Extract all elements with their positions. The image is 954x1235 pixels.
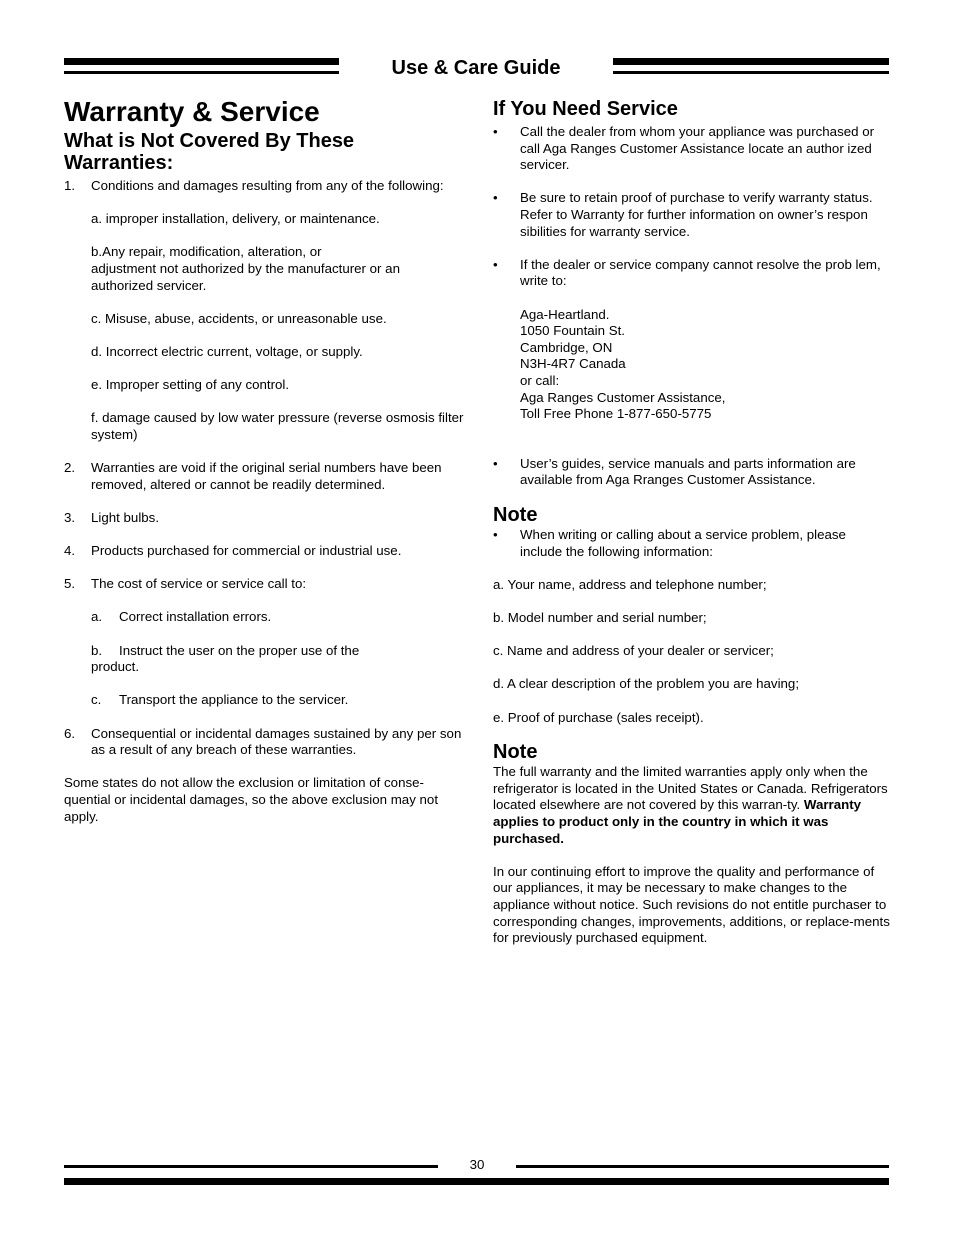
list-item [493, 456, 891, 489]
footer-rule-thick [64, 1178, 889, 1185]
header-title: Use & Care Guide [391, 57, 561, 79]
item-text: Products purchased for commercial or industrial use. [91, 543, 402, 559]
sub-item: d. Incorrect electric current, voltage, or supply. [91, 343, 363, 359]
mailing-address [493, 307, 891, 423]
sub-item: f. damage caused by low water pressure (reverse osmosis filter system) [91, 410, 464, 442]
item-number: 1. [64, 178, 76, 193]
sub-item: e. Improper setting of any control. [91, 377, 290, 393]
sub-item-continuation: product. [91, 659, 140, 675]
bullet-mark: • [493, 256, 498, 272]
bullet-mark: • [493, 190, 498, 206]
address-line: Aga Ranges Customer Assistance, [520, 389, 726, 405]
bullet-text: User’s guides, service manuals and parts information are available from Aga Rranges Customer Assistance. [520, 455, 856, 488]
item-number: 5. [64, 576, 76, 592]
sub-item-letter: a. [91, 609, 103, 625]
list-item [493, 190, 891, 240]
phone-number: Toll Free Phone 1-877-650-5775 [520, 406, 712, 422]
info-item: a. Your name, address and telephone number; [493, 576, 767, 592]
page-title: Warranty & Service [64, 96, 320, 127]
if-you-need-service-heading: If You Need Service [493, 98, 678, 120]
sub-item [64, 609, 464, 626]
info-item: b. Model number and serial number; [493, 610, 707, 626]
note-heading: Note [493, 504, 538, 527]
header-rule-left-thick [64, 58, 339, 65]
item-number: 4. [64, 543, 76, 559]
sub-item-letter: c. [91, 692, 102, 708]
info-item: e. Proof of purchase (sales receipt). [493, 709, 704, 725]
bullet-text: If the dealer or service company cannot resolve the prob lem, write to: [520, 256, 881, 289]
list-item [64, 460, 464, 493]
warranty-country-statement: Warranty applies to product only in the country in which it was purchased. [493, 797, 862, 846]
bullet-text: Be sure to retain proof of purchase to verify warranty status. Refer to Warranty for further information on owner’s respon sibilities for warranty service. [520, 190, 873, 239]
sub-item-text: Instruct the user on the proper use of the [119, 642, 360, 658]
info-item: d. A clear description of the problem you are having; [493, 676, 800, 692]
list-item [64, 178, 464, 195]
info-item: c. Name and address of your dealer or servicer; [493, 643, 774, 659]
list-item [64, 576, 464, 593]
sub-item-text: Transport the appliance to the servicer. [119, 692, 349, 708]
item-number: 3. [64, 509, 76, 525]
left-column [64, 130, 464, 825]
right-column [493, 96, 891, 947]
item-text: The cost of service or service call to: [91, 576, 307, 592]
header-rule-left-thin [64, 71, 339, 74]
header-rule-right-thin [613, 71, 889, 74]
sub-item-letter: b. [91, 642, 103, 658]
not-covered-heading: What is Not Covered By These Warranties: [64, 130, 355, 174]
list-item [493, 257, 891, 290]
list-item [493, 527, 891, 560]
list-item [64, 510, 464, 527]
list-item [64, 543, 464, 560]
item-number: 2. [64, 460, 76, 476]
footer-rule-left-thin [64, 1165, 438, 1168]
address-line: 1050 Fountain St. [520, 323, 625, 339]
sub-item [64, 643, 464, 660]
bullet-text: Call the dealer from whom your appliance was purchased or call Aga Ranges Customer Assistance locate an author ized servicer. [520, 124, 875, 173]
list-item [64, 726, 464, 759]
warranty-note-text: The full warranty and the limited warranties apply only when the refrigerator is located in the United States or Canada. Refrigerators located elsewhere are not covered by this warran-ty. [493, 764, 888, 813]
bullet-text: When writing or calling about a service problem, please include the following information: [520, 527, 846, 559]
address-line: Aga-Heartland. [520, 306, 610, 322]
address-line: or call: [520, 372, 560, 388]
bullet-mark: • [493, 124, 498, 139]
address-line: N3H-4R7 Canada [520, 356, 626, 372]
sub-item: c. Misuse, abuse, accidents, or unreasonable use. [91, 310, 387, 326]
warranty-note-paragraph [493, 764, 891, 847]
item-number: 6. [64, 725, 76, 741]
sub-item: b.Any repair, modification, alteration, or adjustment not authorized by the manufacturer or an authorized servicer. [91, 244, 400, 293]
item-text: Light bulbs. [91, 509, 160, 525]
list-item [493, 124, 891, 174]
closing-paragraph: Some states do not allow the exclusion or limitation of conse-quential or incidental damages, so the above exclusion may not apply. [64, 775, 439, 824]
item-text: Conditions and damages resulting from any of the following: [91, 178, 444, 193]
revisions-paragraph: In our continuing effort to improve the quality and performance of our appliances, it may be necessary to make changes to the appliance without notice. Such revisions do not entitle purchaser to corresponding changes, improvements, additions, or replace-ments for previously purchased equipment. [493, 863, 890, 946]
sub-item: a. improper installation, delivery, or maintenance. [91, 211, 380, 227]
bullet-mark: • [493, 455, 498, 471]
sub-item-text: Correct installation errors. [119, 609, 272, 625]
sub-item [64, 692, 464, 709]
note-heading: Note [493, 741, 538, 764]
address-line: Cambridge, ON [520, 339, 613, 355]
item-text: Warranties are void if the original serial numbers have been removed, altered or cannot be readily determined. [91, 460, 442, 492]
header-rule-right-thick [613, 58, 889, 65]
item-text: Consequential or incidental damages sustained by any per son as a result of any breach of these warranties. [91, 725, 462, 758]
footer-rule-right-thin [516, 1165, 889, 1168]
page-number: 30 [469, 1157, 485, 1172]
bullet-mark: • [493, 527, 498, 543]
